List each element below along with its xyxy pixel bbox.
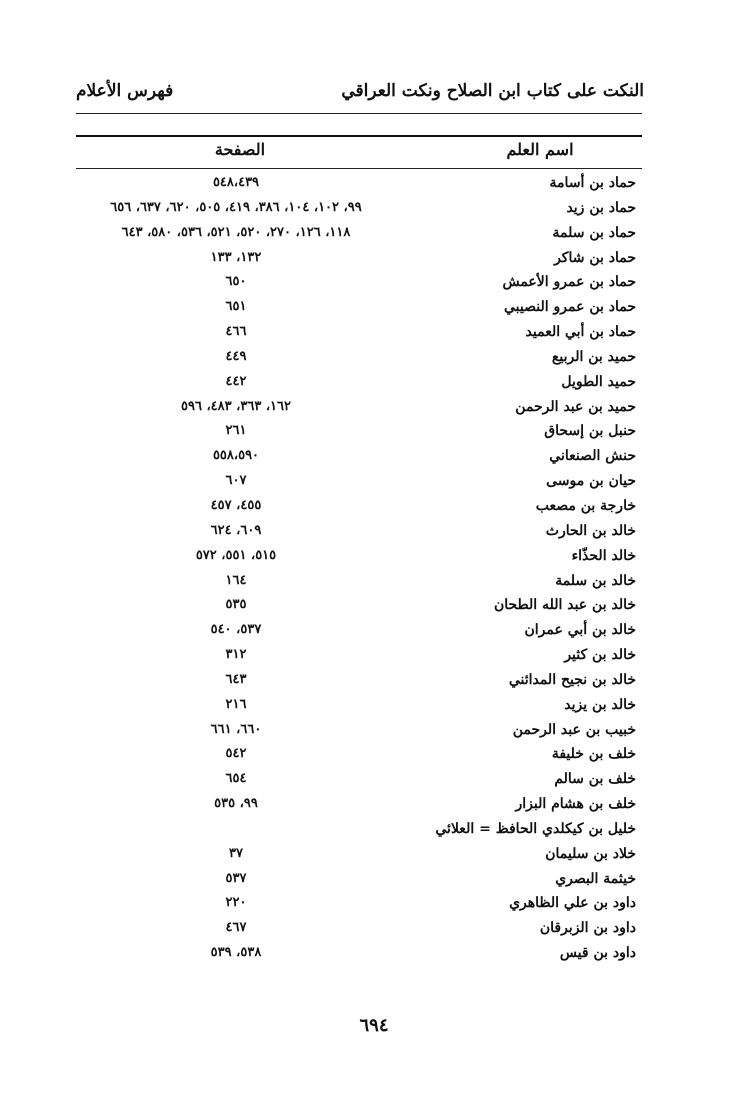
table-row [76, 842, 642, 867]
entry-pages: ١١٨، ١٢٦، ٢٧٠، ٥٢٠، ٥٢١، ٥٣٦، ٥٨٠، ٦٤٣ [121, 224, 351, 240]
entry-name: حميد بن عبد الرحمن [515, 398, 636, 415]
entry-name: حماد بن أسامة [549, 175, 636, 191]
table-row [76, 544, 642, 569]
table-row [76, 370, 642, 395]
entry-name: خالد بن أبي عمران [524, 622, 636, 639]
header-rule [76, 113, 642, 114]
table-row [76, 295, 642, 320]
entry-name: خالد بن نجيح المدائني [508, 671, 636, 688]
table-row [76, 320, 642, 345]
entry-pages: ٥٤٨،٤٣٩ [212, 175, 260, 190]
entry-pages: ١٦٤ [225, 572, 247, 588]
entry-pages: ٦٦٠، ٦٦١ [210, 721, 262, 737]
entry-pages: ٤٥٥، ٤٥٧ [210, 497, 262, 513]
entry-name: حنبل بن إسحاق [544, 423, 636, 440]
entry-name: حماد بن سلمة [552, 224, 636, 241]
table-row [76, 246, 642, 271]
entry-pages: ٤٦٦ [225, 324, 247, 340]
entry-name: حميد الطويل [561, 373, 636, 390]
entry-name: حماد بن زيد [566, 199, 636, 216]
entry-pages: ١٦٢، ٣٦٣، ٤٨٣، ٥٩٦ [180, 398, 291, 414]
entry-pages: ٤٤٢ [225, 373, 247, 389]
entry-pages: ٥١٥، ٥٥١، ٥٧٢ [195, 547, 277, 563]
entry-name: خالد بن سلمة [555, 572, 636, 589]
entry-pages: ٩٩، ١٠٢، ١٠٤، ٣٨٦، ٤١٩، ٥٠٥، ٦٢٠، ٦٣٧، ٦٥٦ [110, 199, 362, 215]
entry-pages: ٣٧ [229, 845, 243, 861]
entry-pages: ٥٣٥ [225, 597, 247, 613]
entry-name: خلف بن سالم [554, 771, 636, 788]
entry-pages: ٩٩، ٥٣٥ [214, 796, 258, 812]
column-header-name: اسم العلم [506, 140, 574, 159]
table-row [76, 171, 642, 196]
entry-name: داود بن قيس [559, 945, 636, 962]
entry-pages: ٦٤٣ [225, 671, 247, 687]
entry-name: حماد بن عمرو النصيبي [504, 299, 636, 316]
section-title: فهرس الأعلام [76, 81, 174, 101]
entry-name: خلف بن هشام البزار [515, 796, 636, 813]
entry-name: خيثمة البصري [555, 870, 636, 887]
entry-name: حيان بن موسى [546, 473, 636, 490]
table-row [76, 593, 642, 618]
table-row [76, 395, 642, 420]
table-row [76, 196, 642, 221]
entry-pages: ٦٥٠ [225, 274, 247, 290]
entry-name: خلف بن خليفة [551, 746, 636, 763]
entry-name: خارجة بن مصعب [535, 497, 636, 514]
entry-pages: ٥٥٨،٥٩٠ [212, 448, 260, 464]
table-row [76, 270, 642, 295]
table-row [76, 742, 642, 767]
entry-name: خالد بن عبد الله الطحان [493, 597, 636, 614]
table-row [76, 419, 642, 444]
page-number: ٦٩٤ [359, 1015, 389, 1036]
index-table [76, 171, 642, 966]
entry-pages: ٦٥١ [225, 299, 247, 315]
entry-pages: ٤٦٧ [225, 920, 247, 936]
table-row [76, 643, 642, 668]
entry-name: خلاد بن سليمان [545, 845, 636, 862]
entry-name: خبيب بن عبد الرحمن [512, 721, 636, 738]
entry-pages: ١٣٢، ١٣٣ [210, 249, 262, 265]
table-row [76, 345, 642, 370]
table-row [76, 718, 642, 743]
column-header-rule [76, 168, 642, 169]
entry-pages: ٢٢٠ [225, 895, 247, 911]
entry-pages: ٥٣٧ [225, 870, 247, 886]
table-row [76, 569, 642, 594]
entry-name: خالد بن يزيد [564, 696, 636, 713]
running-head [76, 74, 644, 108]
table-row [76, 494, 642, 519]
table-row [76, 519, 642, 544]
table-row [76, 668, 642, 693]
table-row [76, 693, 642, 718]
entry-name: حماد بن عمرو الأعمش [502, 274, 636, 291]
entry-name: حميد بن الربيع [551, 348, 636, 365]
entry-name: حنش الصنعاني [549, 448, 636, 465]
entry-name: داود بن الزبرقان [539, 920, 636, 937]
table-row [76, 941, 642, 966]
entry-pages: ٦٠٩، ٦٢٤ [210, 522, 262, 538]
entry-name: خالد الحذّاء [571, 547, 636, 564]
entry-pages: ٥٤٢ [225, 746, 247, 762]
entry-pages: ٥٣٨، ٥٣٩ [210, 945, 262, 961]
entry-pages: ٤٤٩ [225, 348, 247, 364]
table-row [76, 444, 642, 469]
column-header-pages: الصفحة [214, 140, 266, 159]
table-row [76, 618, 642, 643]
book-title: النكت على كتاب ابن الصلاح ونكت العراقي [341, 81, 644, 101]
table-row [76, 916, 642, 941]
entry-pages: ٢٦١ [225, 423, 247, 439]
entry-name: خليل بن كيكلدي الحافظ = العلائي [435, 820, 636, 837]
table-row [76, 867, 642, 892]
table-row [76, 221, 642, 246]
table-row [76, 469, 642, 494]
table-row [76, 792, 642, 817]
entry-pages: ٢١٦ [225, 696, 247, 712]
entry-pages: ٣١٢ [225, 647, 247, 663]
entry-name: داود بن علي الظاهري [509, 895, 636, 912]
table-row [76, 817, 642, 842]
entry-pages: ٦٠٧ [225, 473, 247, 489]
entry-pages: ٦٥٤ [225, 771, 247, 787]
table-row [76, 891, 642, 916]
table-top-rule [76, 135, 642, 137]
table-row [76, 767, 642, 792]
entry-pages: ٥٣٧، ٥٤٠ [210, 622, 262, 638]
entry-name: حماد بن أبي العميد [525, 324, 636, 341]
entry-name: حماد بن شاكر [554, 249, 636, 266]
entry-name: خالد بن الحارث [545, 522, 636, 539]
entry-name: خالد بن كثير [564, 647, 636, 664]
